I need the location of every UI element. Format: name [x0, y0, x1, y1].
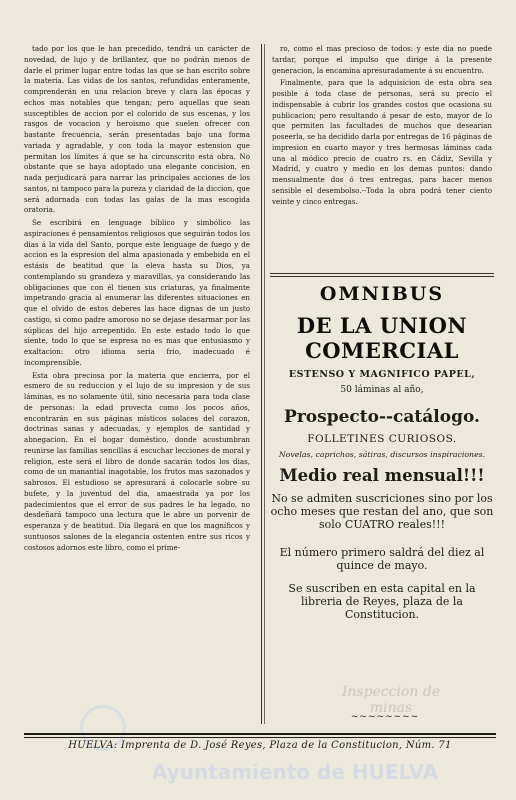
paragraph: Esta obra preciosa por la materia que encierra, por el esmero de su reduccion y el lujo de su impresion y de sus láminas, es no solamente útil, sino necesaria para toda clase de personas: la edad provecta como los pocos años, encontrarán en sus páginas místicos solaces del corazon, doctrinas sanas y adecuadas, y ejemplos de santidad y abnegacion. En el hogar doméstico, donde acostumbran reunirse las familias sencillas á escuchar lecciones de moral y religion, este será el libro de donde sacarán todos los dias, como de un manantial inagotable, los frutos mas sazonados y sabrosos. El estudioso se apresurará á colocarle sobre su bufete, y la juventud del dia, amaestrada ya por los padecimientos que el error de sus padres le ha legado, no desdeñará tampoco una lectura que le abre un porvenir de esperanza y de beatitud. Dia llegará en que los magníficos y suntuosos salones de la elegancia ostenten entre sus ricos y costosos adornos este libro, como el prime-	[24, 370, 250, 552]
printer-imprint: HUELVA: Imprenta de D. José Reyes, Plaza de la Constitucion, Núm. 71	[68, 740, 452, 751]
ad-title-omnibus: OMNIBUS	[319, 283, 445, 305]
ad-plates-line: 50 láminas al año,	[340, 385, 424, 395]
omnibus-advertisement	[268, 280, 496, 621]
paragraph: tado por los que le han precedido, tendrá un carácter de novedad, de lujo y de brillantez, que no podrán menos de darle el primer lugar entre todas las que se han escrito sobre la materia. Las vidas de los santos, refundidas enteramente, comprenderán en una relacion breve y clara las épocas y echos mas notables que tengan; pero aquellas que sean susceptibles de accion por el colorido de sus escenas, y los rasgos de vocacion y heroismo que suelen ofrecer con bastante frecuencia, serán presentadas bajo una forma variada y agradable, y con toda la mayor estension que permitan los límites á que se ha circunscrito esta obra. No obstante que se haya adoptado una elegante concision, en nada perjudicará para narrar las principales acciones de los santos, ni tampoco para la pureza y claridad de la diccion, que será adornada con todas las galas de la mas escogida oratoria.	[24, 44, 250, 215]
paragraph: ro, como el mas precioso de todos: y este dia no puede tardar, porque el impulso que dirige á la presente generacion, la encamina apresuradamente á su encuentro.	[272, 44, 492, 75]
ornament-divider: ~~~~~~~~	[350, 712, 420, 722]
ad-folletines: FOLLETINES CURIOSOS.	[307, 433, 457, 445]
ad-top-rule-thin	[270, 276, 494, 277]
ad-top-rule	[270, 273, 494, 274]
ad-subscription-note: No se admiten suscriciones sino por los ocho meses que restan del ano, que son solo CUATRO reales!!!	[270, 492, 494, 531]
paragraph: Se escribirá en lenguage bíblico y simbólico las aspiraciones é pensamientos religiosos que seguirán todos los dias á la vida del Santo, porque este lenguage de fuego y de accion es la espresion del alma apasionada y embebida en el estásis de beatitud que la eleva hasta su Dios, ya contemplando su grandeza y maravillas, ya considerando las obligaciones que con él tienen sus criaturas, ya finalmente impetrando gracia al enumerar las diferentes situaciones en que el olvido de estos deberes las hace dignas de un justo castigo, si como padre amoroso no se dejase desarmar por las súplicas del hijo arrepentido. En este estado todo lo que siente, todo lo que se espresa no es mas que entusiasmo y exaltacion: otro idioma seria frio, inadecuado é incomprensible.	[24, 218, 250, 367]
column-divider-inner	[264, 44, 265, 724]
footer-rule-thin	[24, 737, 496, 738]
faded-stamp: Inspeccion de minas	[341, 684, 441, 716]
ad-novelas: Novelas, caprichos, sátiras, discursos inspiraciones.	[278, 450, 486, 459]
column-divider	[261, 44, 262, 724]
footer-rule	[24, 733, 496, 735]
ad-prospectus: Prospecto--catálogo.	[284, 407, 480, 427]
ad-subscribe-location: Se suscriben en esta capital en la libreria de Reyes, plaza de la Constitucion.	[288, 582, 476, 621]
ad-paper-line: ESTENSO Y MAGNIFICO PAPEL,	[288, 369, 476, 380]
ad-title-union: DE LA UNION COMERCIAL	[296, 313, 468, 363]
left-text-column	[24, 44, 250, 734]
right-text-column	[272, 44, 492, 209]
ad-price: Medio real mensual!!!	[279, 466, 485, 485]
archive-watermark: Ayuntamiento de HUELVA	[151, 760, 439, 784]
ad-first-issue: El número primero saldrá del diez al quince de mayo.	[279, 546, 485, 572]
paragraph: Finalmente, para que la adquisicion de esta obra sea posible á toda clase de personas, será su precio el indispensable á cubrir los grandes costos que ocasiona su publicacion; pero resultando á pesar de esto, mayor de lo que permiten las facultades de muchos que desearian poseerla, se ha decidido darla por entregas de 16 páginas de impresion en cuarto mayor y tres hermosas láminas cada una al módico precio de cuatro rs. en Cádiz, Sevilla y Madrid, y cuatro y medio en los demas puntos: dando mensualmente dos ó tres entregas, para hacer menos sensible el desembolso.--Toda la obra podrá tener ciento veinte y cinco entregas.	[272, 78, 492, 206]
